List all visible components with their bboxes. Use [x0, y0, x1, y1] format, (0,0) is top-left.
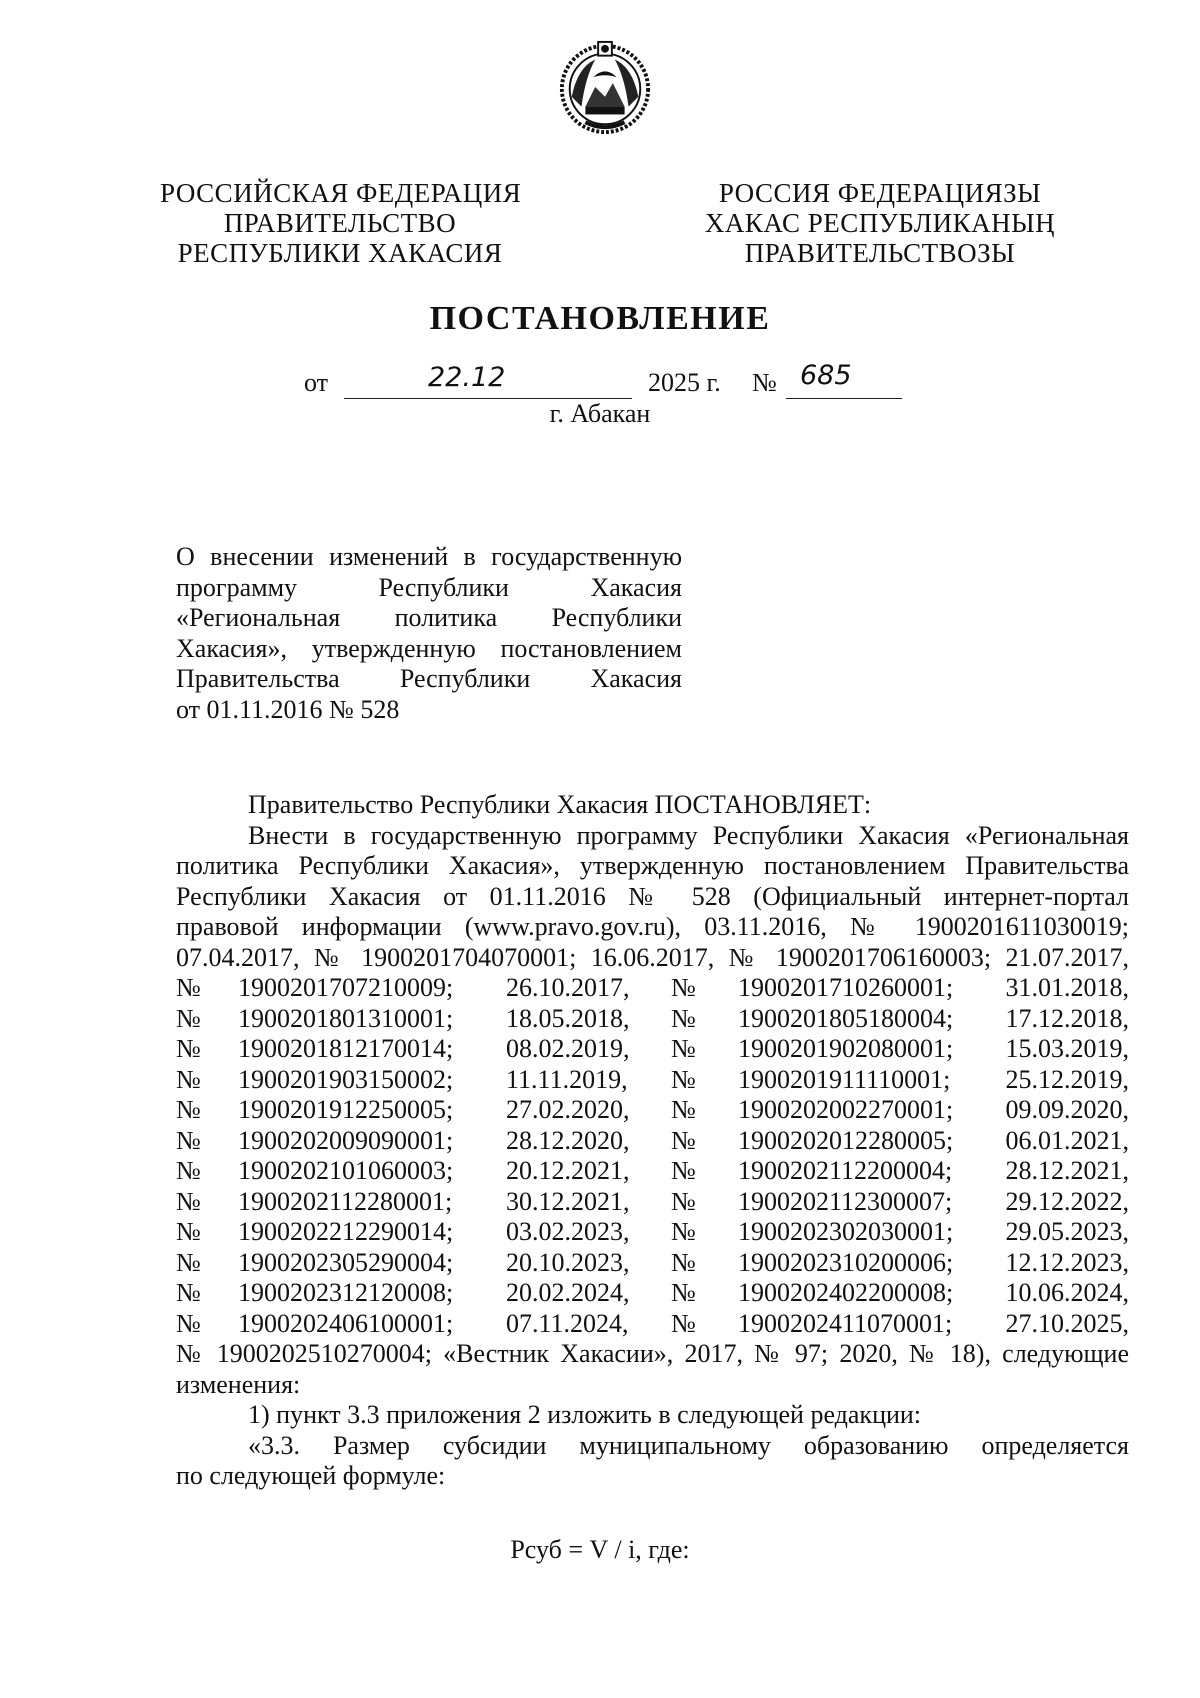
registry-cell: 1900202112300007;	[738, 1186, 953, 1216]
registry-cell: 28.12.2020,	[506, 1125, 630, 1155]
registry-cell: 17.12.2018,	[1005, 1003, 1129, 1033]
registry-cell: №	[671, 1095, 696, 1124]
registry-row	[176, 1248, 1129, 1279]
registry-cell: №	[176, 973, 201, 1002]
registry-cell: 1900202402200008;	[738, 1278, 954, 1307]
subject-line: Хакасия», утвержденную постановлением	[176, 633, 682, 663]
registry-cell: №	[671, 1064, 696, 1094]
header-right-line: ПРАВИТЕЛЬСТВОЗЫ	[744, 238, 1016, 268]
header-left-line: РЕСПУБЛИКИ ХАКАСИЯ	[177, 238, 503, 268]
registry-cell: №	[176, 1217, 201, 1246]
closing-line: изменения:	[176, 1369, 301, 1399]
registry-cell: №	[176, 1247, 201, 1277]
registry-cell: №	[176, 1003, 201, 1033]
registry-cell: 1900202112200004;	[738, 1156, 953, 1185]
registry-row	[176, 1217, 1129, 1248]
registry-cell: 26.10.2017,	[506, 973, 630, 1002]
registry-cell: №	[671, 1308, 696, 1338]
registry-cell: 1900201812170014;	[238, 1034, 454, 1063]
subject-line: Правительства Республики Хакасия	[176, 664, 682, 693]
registry-cell: 08.02.2019,	[506, 1034, 630, 1063]
registry-row	[176, 1126, 1129, 1157]
registry-cell: №	[176, 1186, 201, 1216]
registry-cell: 28.12.2021,	[1005, 1156, 1129, 1185]
registry-row	[176, 1004, 1129, 1035]
registry-row	[176, 1156, 1129, 1187]
intro-line: 07.04.2017, № 1900201704070001; 16.06.2017, № 1900201706160003; 21.07.2017,	[176, 942, 1129, 972]
registry-cell: №	[176, 1278, 201, 1307]
registry-cell: №	[176, 1308, 201, 1338]
registry-cell: 25.12.2019,	[1005, 1064, 1129, 1094]
clause-line: по следующей формуле:	[176, 1461, 446, 1490]
registry-cell: №	[671, 1003, 696, 1033]
registry-cell: 1900202411070001;	[738, 1308, 953, 1338]
header-right-line: РОССИЯ ФЕДЕРАЦИЯЗЫ	[718, 178, 1042, 208]
registry-cell: 1900201902080001;	[738, 1034, 954, 1063]
registry-cell: №	[176, 1034, 201, 1063]
registry-cell: 1900202406100001;	[238, 1308, 454, 1338]
registry-cell: №	[671, 1247, 696, 1277]
date-handwritten: 22.12	[428, 362, 506, 393]
registry-cell: 20.12.2021,	[506, 1156, 630, 1185]
coat-of-arms-emblem	[556, 38, 654, 136]
year-label: 2025 г.	[648, 368, 721, 397]
intro-line: Республики Хакасия от 01.11.2016 № 528 (Официальный интернет-портал	[176, 881, 1129, 911]
header-right-line: ХАКАС РЕСПУБЛИКАНЫҢ	[704, 208, 1056, 238]
registry-cell: №	[671, 973, 696, 1002]
registry-cell: 03.02.2023,	[506, 1217, 630, 1246]
registry-cell: 1900202310200006;	[738, 1247, 954, 1277]
registry-cell: 20.02.2024,	[506, 1278, 630, 1307]
subject-line: от 01.11.2016 № 528	[176, 694, 400, 724]
registry-cell: 1900202305290004;	[238, 1247, 454, 1277]
registry-row	[176, 1065, 1129, 1096]
registry-row	[176, 1095, 1129, 1126]
registry-cell: 1900201911110001;	[738, 1064, 951, 1094]
subject-line: программу Республики Хакасия	[176, 572, 682, 602]
registry-cell: №	[176, 1095, 201, 1124]
registry-row	[176, 973, 1129, 1004]
registry-row	[176, 1309, 1129, 1340]
registry-cell: 29.12.2022,	[1005, 1186, 1129, 1216]
registry-table	[176, 973, 1129, 1339]
registry-cell: №	[176, 1125, 201, 1155]
registry-cell: 06.01.2021,	[1005, 1125, 1129, 1155]
closing-line: № 1900202510270004; «Вестник Хакасии», 2017, № 97; 2020, № 18), следующие	[176, 1339, 1129, 1368]
subject-block	[176, 542, 682, 725]
number-handwritten: 685	[800, 360, 852, 391]
header-left-line: ПРАВИТЕЛЬСТВО	[223, 208, 457, 238]
city-label: г. Абакан	[549, 399, 651, 428]
intro-line: Внести в государственную программу Республики Хакасия «Региональная	[248, 820, 1129, 850]
registry-cell: 11.11.2019,	[506, 1064, 628, 1094]
clause-line: «3.3. Размер субсидии муниципальному образованию определяется	[248, 1430, 1129, 1460]
registry-cell: 29.05.2023,	[1005, 1217, 1129, 1246]
registry-cell: 30.12.2021,	[506, 1186, 630, 1216]
registry-cell: 1900202009090001;	[238, 1125, 454, 1155]
registry-cell: 09.09.2020,	[1005, 1095, 1129, 1124]
registry-cell: 12.12.2023,	[1005, 1247, 1129, 1277]
registry-cell: 1900202101060003;	[238, 1156, 454, 1185]
item-1: 1) пункт 3.3 приложения 2 изложить в следующей редакции:	[248, 1400, 922, 1429]
registry-cell: 27.02.2020,	[506, 1095, 630, 1124]
registry-cell: 27.10.2025,	[1005, 1308, 1129, 1338]
subject-line: «Региональная политика Республики	[176, 603, 682, 632]
registry-cell: 20.10.2023,	[506, 1247, 630, 1277]
document-title: ПОСТАНОВЛЕНИЕ	[429, 300, 771, 337]
registry-cell: 10.06.2024,	[1005, 1278, 1129, 1307]
registry-cell: №	[671, 1034, 696, 1063]
registry-cell: №	[671, 1156, 696, 1185]
registry-cell: 31.01.2018,	[1005, 973, 1129, 1002]
registry-cell: 15.03.2019,	[1005, 1034, 1129, 1063]
header-left-line: РОССИЙСКАЯ ФЕДЕРАЦИЯ	[160, 178, 522, 208]
registry-cell: 18.05.2018,	[506, 1003, 630, 1033]
registry-cell: 1900201710260001;	[738, 973, 954, 1002]
intro-line: правовой информации (www.pravo.gov.ru), 03.11.2016, № 1900201611030019;	[176, 912, 1129, 941]
registry-row	[176, 1278, 1129, 1309]
registry-cell: №	[671, 1217, 696, 1246]
registry-cell: №	[176, 1156, 201, 1185]
header-right-khakas	[700, 178, 1060, 268]
body-text	[176, 790, 1129, 1492]
date-prefix: от	[304, 368, 329, 397]
registry-cell: №	[671, 1125, 696, 1155]
registry-cell: 1900201912250005;	[238, 1095, 454, 1124]
registry-cell: №	[671, 1278, 696, 1307]
registry-cell: №	[176, 1064, 201, 1094]
registry-cell: 07.11.2024,	[506, 1308, 629, 1338]
decree-line: Правительство Республики Хакасия ПОСТАНОВЛЯЕТ:	[248, 790, 872, 819]
registry-cell: №	[671, 1186, 696, 1216]
registry-cell: 1900201801310001;	[238, 1003, 454, 1033]
subject-line: О внесении изменений в государственную	[176, 542, 682, 571]
formula: Рсуб = V / i, где:	[510, 1535, 690, 1564]
registry-cell: 1900202112280001;	[238, 1186, 453, 1216]
number-sign: №	[752, 368, 777, 397]
registry-cell: 1900202302030001;	[738, 1217, 954, 1246]
registry-cell: 1900202312120008;	[238, 1278, 454, 1307]
registry-cell: 1900201805180004;	[738, 1003, 954, 1033]
registry-cell: 1900201707210009;	[238, 973, 454, 1002]
registry-row	[176, 1187, 1129, 1218]
header-left-ru	[160, 178, 520, 268]
registry-cell: 1900202002270001;	[738, 1095, 954, 1124]
intro-line: политика Республики Хакасия», утвержденную постановлением Правительства	[176, 851, 1129, 880]
registry-cell: 1900201903150002;	[238, 1064, 454, 1094]
registry-cell: 1900202212290014;	[238, 1217, 454, 1246]
registry-cell: 1900202012280005;	[738, 1125, 954, 1155]
registry-row	[176, 1034, 1129, 1065]
